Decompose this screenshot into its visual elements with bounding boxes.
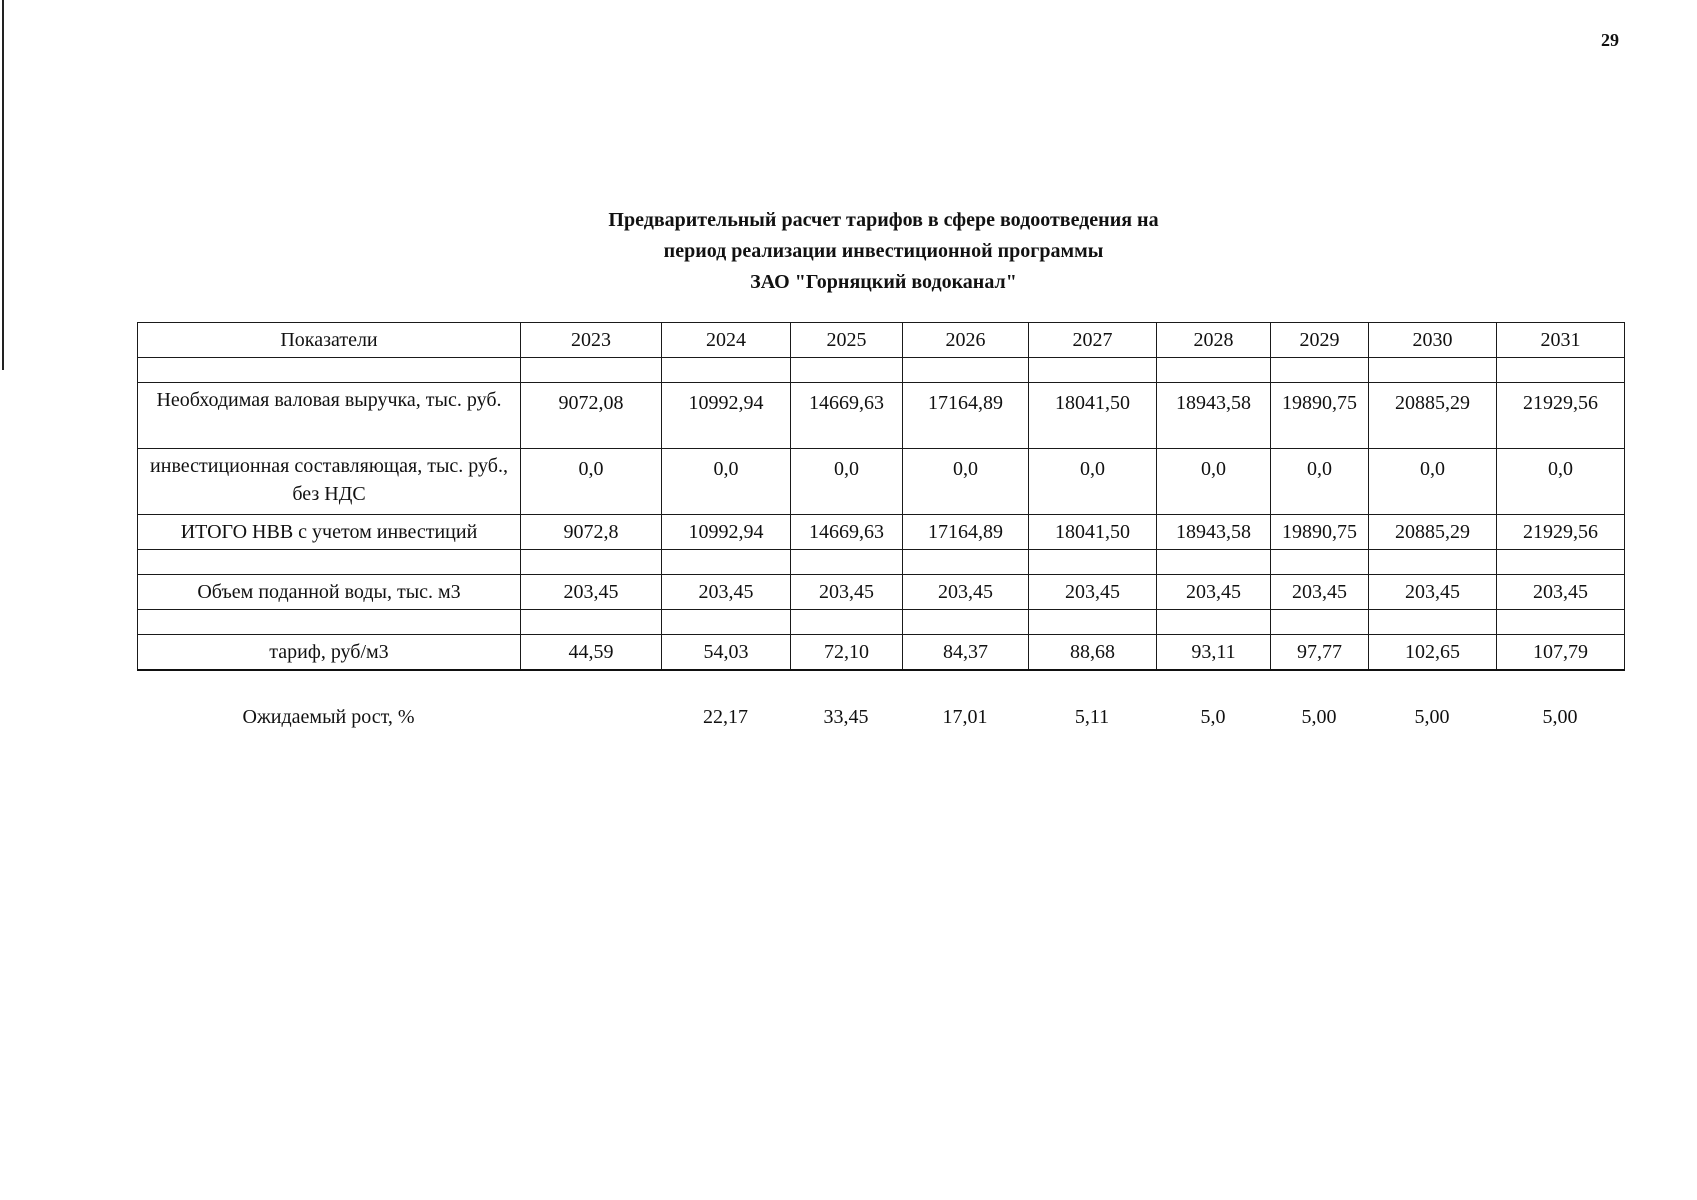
header-year: 2029 [1271, 323, 1369, 358]
growth-value: 33,45 [823, 706, 869, 728]
spacer-row [138, 610, 1625, 635]
empty-cell [903, 550, 1029, 575]
table-cell: 44,59 [521, 635, 662, 671]
table-cell: 17164,89 [903, 383, 1029, 449]
table-cell: 203,45 [903, 575, 1029, 610]
table-cell: 18041,50 [1029, 383, 1157, 449]
header-year: 2031 [1497, 323, 1625, 358]
row-label: Необходимая валовая выручка, тыс. руб. [138, 383, 521, 449]
table-cell: 9072,08 [521, 383, 662, 449]
table-row-revenue [138, 383, 1625, 449]
empty-cell [1497, 358, 1625, 383]
page-edge-rule [2, 0, 4, 370]
empty-cell [521, 610, 662, 635]
row-label: инвестиционная составляющая, тыс. руб., без НДС [138, 449, 521, 515]
header-row [138, 323, 1625, 358]
table-row-volume [138, 575, 1625, 610]
header-year: 2023 [521, 323, 662, 358]
empty-cell [1369, 358, 1497, 383]
empty-cell [791, 550, 903, 575]
table-cell: 203,45 [1369, 575, 1497, 610]
growth-value: 5,00 [1301, 706, 1337, 728]
table-cell: 203,45 [662, 575, 791, 610]
table-cell: 10992,94 [662, 383, 791, 449]
table-cell: 19890,75 [1271, 515, 1369, 550]
table-cell: 0,0 [1029, 449, 1157, 515]
table-cell: 88,68 [1029, 635, 1157, 671]
table-cell: 0,0 [1271, 449, 1369, 515]
empty-cell [1029, 610, 1157, 635]
table-cell: 0,0 [521, 449, 662, 515]
table-cell: 203,45 [1497, 575, 1625, 610]
growth-value [520, 706, 661, 729]
empty-cell [1497, 550, 1625, 575]
table-row-tariff [138, 635, 1625, 671]
table-cell: 93,11 [1157, 635, 1271, 671]
empty-cell [1029, 358, 1157, 383]
table-cell: 203,45 [521, 575, 662, 610]
table-cell: 0,0 [1497, 449, 1625, 515]
header-year: 2030 [1369, 323, 1497, 358]
title-line-1: Предварительный расчет тарифов в сфере водоотведения на [608, 209, 1159, 231]
table-cell: 20885,29 [1369, 515, 1497, 550]
empty-cell [903, 358, 1029, 383]
table-cell: 84,37 [903, 635, 1029, 671]
table-cell: 203,45 [1029, 575, 1157, 610]
empty-cell [138, 550, 521, 575]
row-label: тариф, руб/м3 [138, 635, 521, 671]
empty-cell [1157, 358, 1271, 383]
document-title [0, 205, 1697, 298]
table-cell: 18943,58 [1157, 383, 1271, 449]
table-cell: 203,45 [1271, 575, 1369, 610]
empty-cell [1029, 550, 1157, 575]
table-cell: 107,79 [1497, 635, 1625, 671]
table-cell: 203,45 [791, 575, 903, 610]
empty-cell [662, 550, 791, 575]
table-cell: 72,10 [791, 635, 903, 671]
header-year: 2024 [662, 323, 791, 358]
table-cell: 21929,56 [1497, 383, 1625, 449]
table-cell: 0,0 [791, 449, 903, 515]
table-cell: 102,65 [1369, 635, 1497, 671]
header-year: 2026 [903, 323, 1029, 358]
table-row-investment [138, 449, 1625, 515]
table-cell: 0,0 [1369, 449, 1497, 515]
tariff-table [137, 322, 1625, 671]
growth-value: 5,11 [1074, 706, 1110, 728]
header-year: 2027 [1029, 323, 1157, 358]
empty-cell [1369, 610, 1497, 635]
header-label: Показатели [138, 323, 521, 358]
table-cell: 19890,75 [1271, 383, 1369, 449]
empty-cell [521, 550, 662, 575]
header-year: 2025 [791, 323, 903, 358]
growth-label: Ожидаемый рост, % [242, 706, 415, 728]
empty-cell [1271, 550, 1369, 575]
table-cell: 97,77 [1271, 635, 1369, 671]
table-cell: 21929,56 [1497, 515, 1625, 550]
table-cell: 54,03 [662, 635, 791, 671]
table-cell: 14669,63 [791, 383, 903, 449]
empty-cell [521, 358, 662, 383]
table-cell: 18041,50 [1029, 515, 1157, 550]
table-cell: 0,0 [903, 449, 1029, 515]
table-cell: 20885,29 [1369, 383, 1497, 449]
title-line-2: период реализации инвестиционной программы [663, 240, 1104, 262]
empty-cell [791, 610, 903, 635]
table-cell: 203,45 [1157, 575, 1271, 610]
growth-value: 22,17 [703, 706, 748, 728]
header-year: 2028 [1157, 323, 1271, 358]
empty-cell [662, 358, 791, 383]
empty-cell [1497, 610, 1625, 635]
row-label: ИТОГО НВВ с учетом инвестиций [138, 515, 521, 550]
table-cell: 10992,94 [662, 515, 791, 550]
growth-row [137, 706, 1624, 729]
growth-value: 5,0 [1200, 706, 1226, 728]
empty-cell [1157, 610, 1271, 635]
title-line-3: ЗАО "Горняцкий водоканал" [750, 271, 1017, 293]
growth-value: 5,00 [1414, 706, 1450, 728]
growth-value: 5,00 [1542, 706, 1578, 728]
empty-cell [791, 358, 903, 383]
row-label: Объем поданной воды, тыс. м3 [138, 575, 521, 610]
empty-cell [662, 610, 791, 635]
page-number: 29 [1601, 30, 1619, 50]
table-cell: 0,0 [1157, 449, 1271, 515]
spacer-row [138, 358, 1625, 383]
table-cell: 18943,58 [1157, 515, 1271, 550]
empty-cell [1271, 358, 1369, 383]
empty-cell [1157, 550, 1271, 575]
empty-cell [138, 358, 521, 383]
empty-cell [1369, 550, 1497, 575]
growth-value: 17,01 [942, 706, 988, 728]
table-cell: 17164,89 [903, 515, 1029, 550]
empty-cell [903, 610, 1029, 635]
table-row-total [138, 515, 1625, 550]
table-cell: 14669,63 [791, 515, 903, 550]
spacer-row [138, 550, 1625, 575]
table-cell: 9072,8 [521, 515, 662, 550]
empty-cell [1271, 610, 1369, 635]
table-cell: 0,0 [662, 449, 791, 515]
empty-cell [138, 610, 521, 635]
